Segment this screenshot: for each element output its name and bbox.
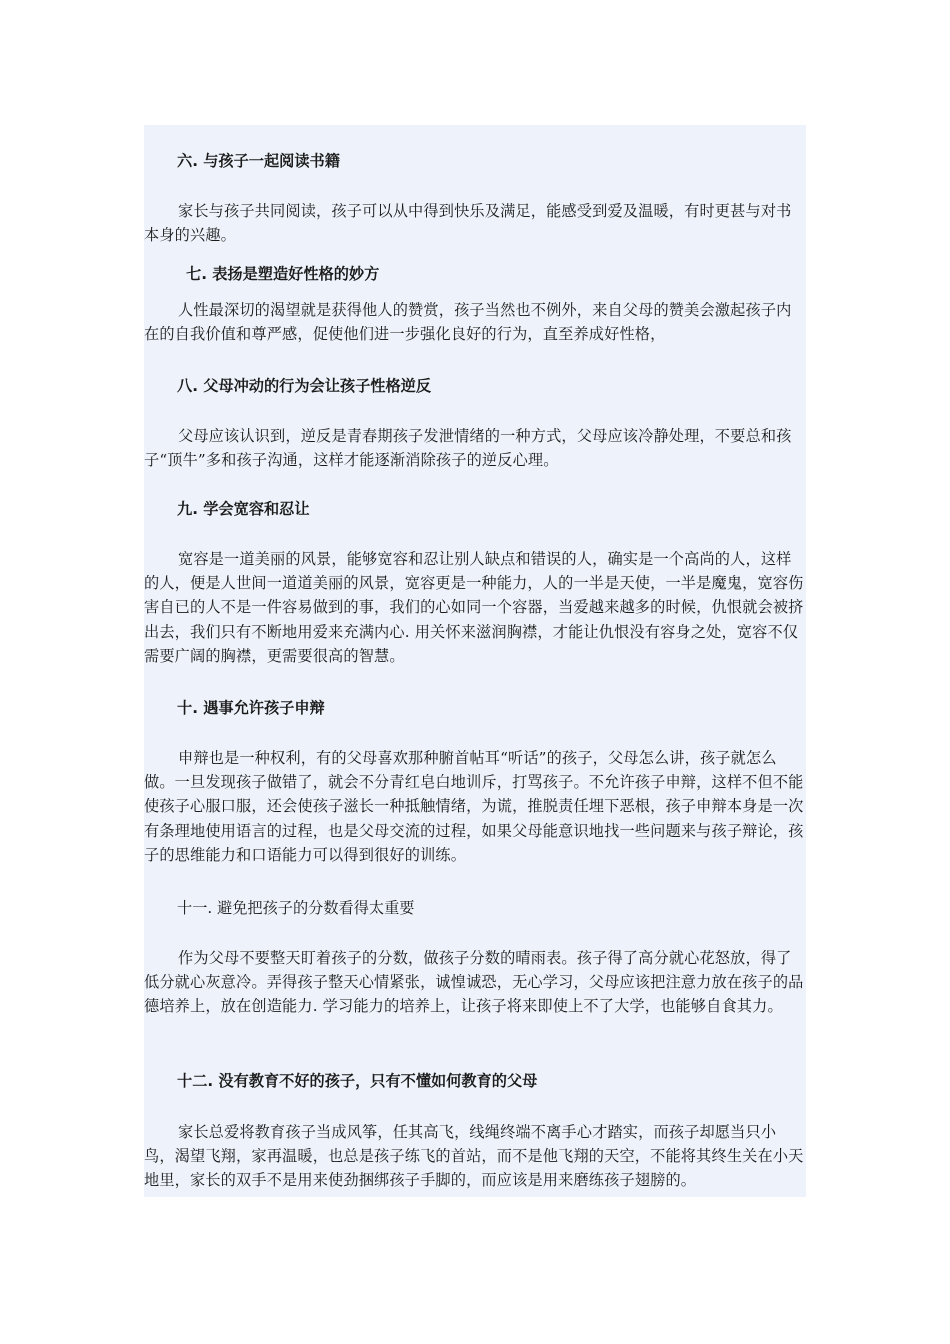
section-7-body: 人性最深切的渴望就是获得他人的赞赏，孩子当然也不例外，来自父母的赞美会激起孩子内在的自我价值和尊严感，促使他们进一步强化良好的行为，直至养成好性格， bbox=[144, 301, 792, 344]
section-12-body: 家长总爱将教育孩子当成风筝，任其高飞，线绳终端不离手心才踏实，而孩子却愿当只小鸟，渴望飞翔，家再温暖，也总是孩子练飞的首站，而不是他飞翔的天空，不能将其终生关在小天地里，家长的双手不是用来使劲捆绑孩子手脚的，而应该是用来磨练孩子翅膀的。 bbox=[144, 1123, 804, 1190]
section-12-heading: 十二. 没有教育不好的孩子，只有不懂如何教育的父母 bbox=[177, 1072, 538, 1090]
section-7-heading: 七. 表扬是塑造好性格的妙方 bbox=[186, 265, 380, 283]
section-8-body: 父母应该认识到，逆反是青春期孩子发泄情绪的一种方式，父母应该冷静处理，不要总和孩子“顶牛”多和孩子沟通，这样才能逐渐消除孩子的逆反心理。 bbox=[144, 427, 792, 470]
section-9-body: 宽容是一道美丽的风景，能够宽容和忍让别人缺点和错误的人，确实是一个高尚的人，这样的人，便是人世间一道道美丽的风景，宽容更是一种能力，人的一半是天使，一半是魔鬼，宽容伤害自已的人不是一件容易做到的事，我们的心如同一个容器，当爱越来越多的时候，仇恨就会被挤出去，我们只有不断地用爱来充满内心. 用关怀来滋润胸襟，才能让仇恨没有容身之处，宽容不仅需要广阔的胸襟，更需要很高的智慧。 bbox=[144, 550, 804, 665]
section-10-heading: 十. 遇事允许孩子申辩 bbox=[177, 699, 325, 717]
section-8-heading: 八. 父母冲动的行为会让孩子性格逆反 bbox=[177, 377, 432, 395]
section-6-body: 家长与孩子共同阅读，孩子可以从中得到快乐及满足，能感受到爱及温暖，有时更甚与对书本身的兴趣。 bbox=[144, 202, 792, 245]
section-11-heading: 十一. 避免把孩子的分数看得太重要 bbox=[177, 899, 415, 917]
section-6-heading: 六. 与孩子一起阅读书籍 bbox=[177, 152, 340, 170]
section-9-heading: 九. 学会宽容和忍让 bbox=[177, 500, 310, 518]
section-11-body: 作为父母不要整天盯着孩子的分数，做孩子分数的晴雨表。孩子得了高分就心花怒放，得了低分就心灰意冷。弄得孩子整天心情紧张，诚惶诚恐，无心学习，父母应该把注意力放在孩子的品德培养上，放在创造能力. 学习能力的培养上，让孩子将来即使上不了大学，也能够自食其力。 bbox=[144, 949, 804, 1016]
section-10-body: 申辩也是一种权利，有的父母喜欢那种腑首帖耳“听话”的孩子，父母怎么讲，孩子就怎么做。一旦发现孩子做错了，就会不分青红皂白地训斥，打骂孩子。不允许孩子申辩，这样不但不能使孩子心服口服，还会使孩子滋长一种抵触情绪，为谎，推脱责任埋下恶根，孩子申辩本身是一次有条理地使用语言的过程，也是父母交流的过程，如果父母能意识地找一些问题来与孩子辩论，孩子的思维能力和口语能力可以得到很好的训练。 bbox=[144, 749, 804, 864]
